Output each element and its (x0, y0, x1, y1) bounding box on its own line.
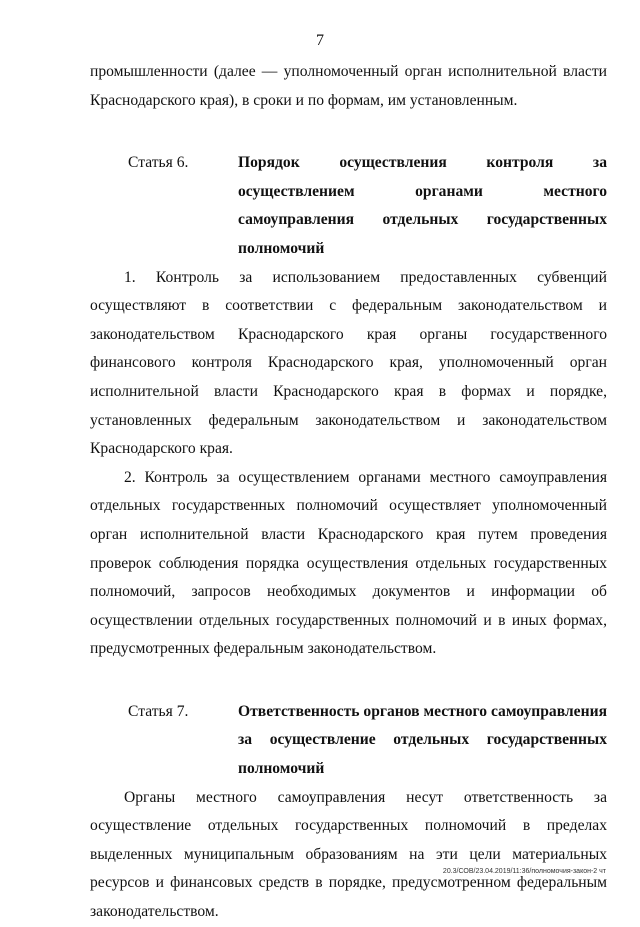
document-body (90, 58, 607, 927)
article-7-number: Статья 7. (128, 702, 189, 720)
article-6-number: Статья 6. (128, 154, 189, 172)
page-number: 7 (316, 32, 324, 49)
article-6-heading (90, 149, 607, 263)
article-6-paragraph-1: 1. Контроль за использованием предоставленных субвенций осуществляют в соответствии с федеральным законодательством и законодательством Краснодарского края органы государственного финансового контроля Краснодарского края, уполномоченный орган исполнительной власти Краснодарского края в формах и порядке, установленных федеральным законодательством и законодательством Краснодарского края. (90, 268, 607, 458)
article-6-title: Порядок осуществления контроля за осуществлением органами местного самоуправления отдельных государственных полномочий (238, 154, 607, 257)
article-7-paragraph-1: Органы местного самоуправления несут ответственность за осуществление отдельных государственных полномочий в пределах выделенных муниципальным образованиям на эти цели материальных ресурсов и финансовых средств в порядке, предусмотренном федеральным законодательством. (90, 788, 607, 921)
article-6-paragraph-2: 2. Контроль за осуществлением органами местного самоуправления отдельных государственных полномочий осуществляет уполномоченный орган исполнительной власти Краснодарского края путем проведения проверок соблюдения порядка осуществления отдельных государственных полномочий, запросов необходимых документов и информации об осуществлении отдельных государственных полномочий и в иных формах, предусмотренных федеральным законодательством. (90, 468, 607, 658)
article-7-title: Ответственность органов местного самоуправления за осуществление отдельных государственных полномочий (238, 702, 608, 778)
document-footer-code: 20.3/СОВ/23.04.2019/11:36/полномочия-закон-2 чт (442, 868, 606, 875)
intro-paragraph: промышленности (далее — уполномоченный орган исполнительной власти Краснодарского края), в сроки и по формам, им установленным. (90, 63, 607, 109)
article-7-heading (90, 698, 607, 784)
